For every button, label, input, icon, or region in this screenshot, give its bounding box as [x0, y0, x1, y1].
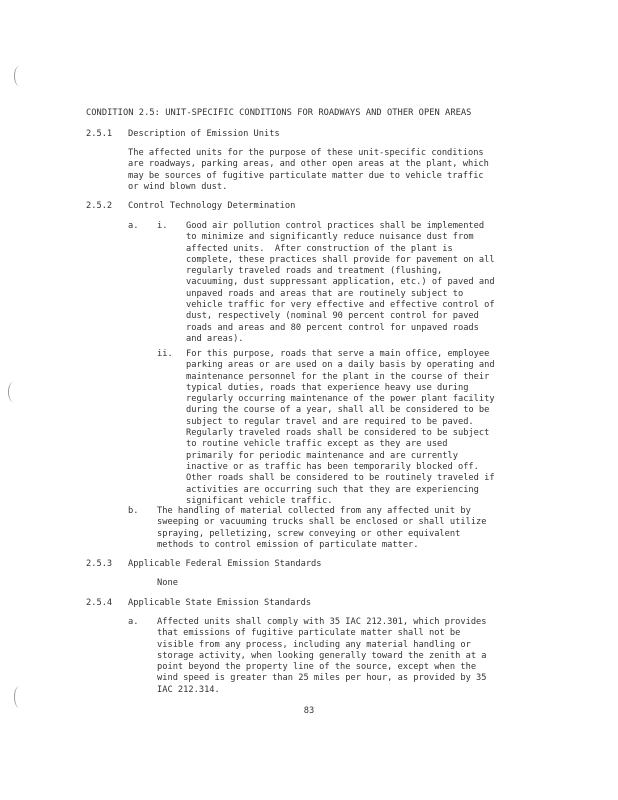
section-body: None — [157, 578, 178, 588]
section-heading: Applicable Federal Emission Standards — [128, 559, 322, 569]
scan-mark-middle — [8, 382, 19, 402]
subitem-label: ii. — [157, 349, 173, 359]
subitem-label: i. — [157, 221, 168, 231]
item-label: b. — [128, 506, 139, 516]
section-heading: Control Technology Determination — [128, 201, 296, 211]
section-body: The affected units for the purpose of these unit-specific conditions are roadways, parking areas, and other open areas at the plant, which may be sources of fugitive particulate matter due to vehicle traffic or wind blown dust. — [128, 148, 489, 192]
item-label: a. — [128, 221, 139, 231]
section-heading: Description of Emission Units — [128, 129, 280, 139]
subitem-text: Good air pollution control practices shall be implemented to minimize and significantly reduce nuisance dust from affected units. After construction of the plant is complete, these practices shall provide for pavement on all regularly traveled roads and treatment (flushing, vacuuming, dust suppressant application, etc.) of paved and unpaved roads and areas that are routinely subject to vehicle traffic for very effective and effective control of dust, respectively (nominal 90 percent control for paved roads and areas and 80 percent control for unpaved roads and areas). — [186, 221, 495, 344]
page-number: 83 — [303, 706, 315, 716]
scan-mark-top — [14, 66, 25, 86]
section-number: 2.5.4 — [86, 598, 113, 608]
scan-mark-bottom — [14, 686, 25, 708]
item-text: Affected units shall comply with 35 IAC 212.301, which provides that emissions of fugitive particulate matter shall not be visible from any process, including any material handling or storage activity, when looking generally toward the zenith at a point beyond the property line of the source, except when the wind speed is greater than 25 miles per hour, as provided by 35 IAC 212.314. — [157, 617, 487, 695]
section-heading: Applicable State Emission Standards — [128, 598, 312, 608]
subitem-text: For this purpose, roads that serve a main office, employee parking areas or are used on a daily basis by operating and maintenance personnel for the plant in the course of their typical duties, roads that experience heavy use during regularly occurring maintenance of the power plant facility during the course of a year, shall all be considered to be subject to regular travel and are required to be paved. Regularly traveled roads shall be considered to be subject to routine vehicle traffic except as they are used primarily for periodic maintenance and are currently inactive or as traffic has been temporarily blocked off. Other roads shall be considered to be routinely traveled if activities are occurring such that they are experiencing significant vehicle traffic. — [186, 349, 495, 506]
item-text: The handling of material collected from any affected unit by sweeping or vacuuming trucks shall be enclosed or shall utilize spraying, pelletizing, screw conveying or other equivalent methods to control emission of particulate matter. — [157, 506, 487, 550]
item-label: a. — [128, 617, 139, 627]
section-number: 2.5.1 — [86, 129, 113, 139]
condition-title: CONDITION 2.5: UNIT-SPECIFIC CONDITIONS FOR ROADWAYS AND OTHER OPEN AREAS — [86, 108, 472, 118]
section-number: 2.5.3 — [86, 559, 113, 569]
section-number: 2.5.2 — [86, 201, 113, 211]
